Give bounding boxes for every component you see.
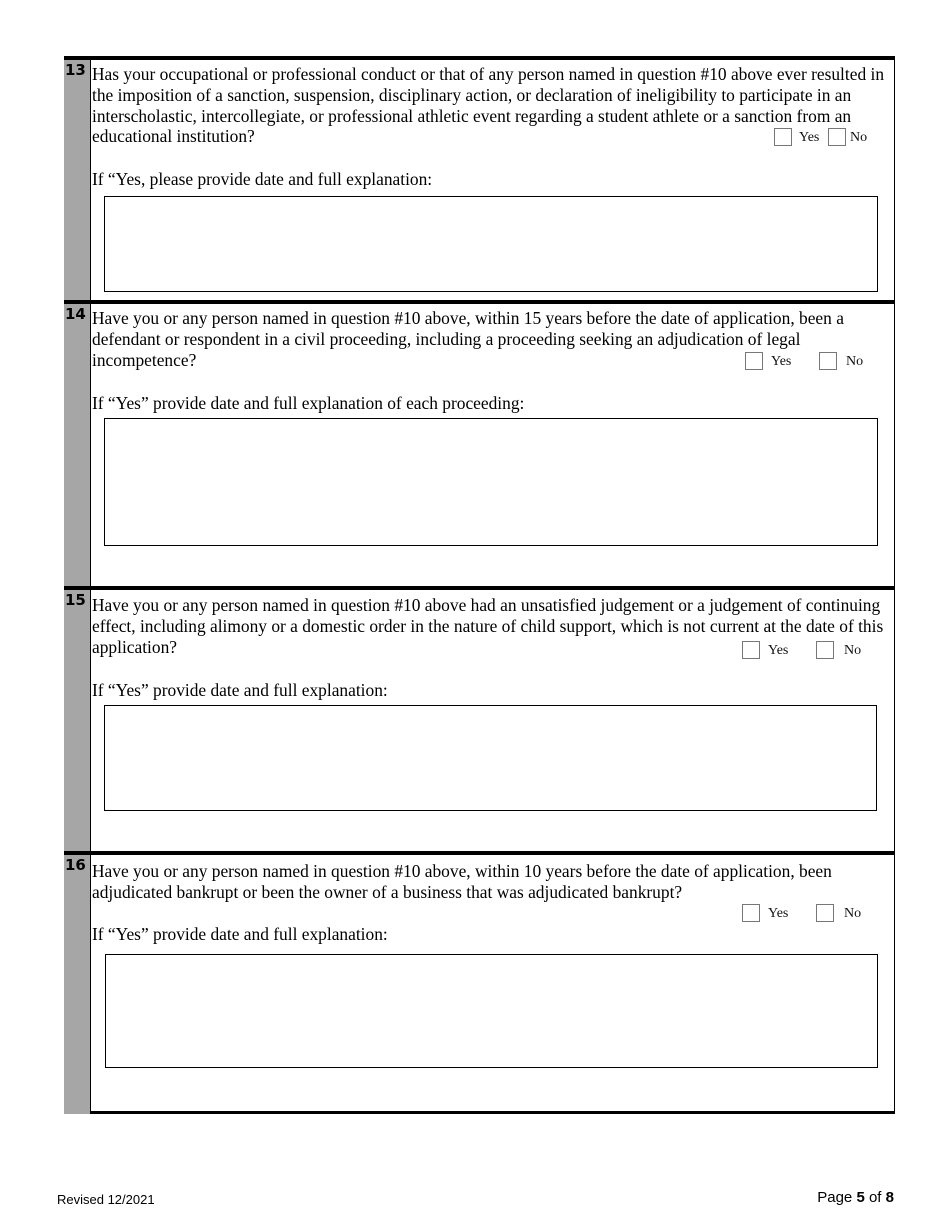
page-prefix: Page — [817, 1189, 853, 1206]
question-text: Have you or any person named in question #10 above had an unsatisfied judgement or a judgement of continuing effect, including alimony or a domestic order in the nature of child support, which is not current at the date of this application? — [92, 595, 884, 657]
question-number: 16 — [64, 855, 91, 1114]
page-of: of — [868, 1189, 882, 1206]
no-label: No — [844, 906, 862, 921]
yes-checkbox[interactable] — [745, 352, 763, 370]
follow-up-prompt: If “Yes” provide date and full explanation of each proceeding: — [92, 393, 525, 413]
follow-up-prompt: If “Yes, please provide date and full explanation: — [92, 169, 433, 189]
yes-checkbox[interactable] — [774, 128, 792, 146]
explanation-box[interactable] — [105, 954, 878, 1068]
follow-up-prompt: If “Yes” provide date and full explanation: — [92, 924, 388, 944]
no-checkbox[interactable] — [819, 352, 837, 370]
no-label: No — [850, 130, 868, 145]
revised-date: Revised 12/2021 — [57, 1192, 155, 1207]
yes-label: Yes — [768, 906, 789, 921]
yes-checkbox[interactable] — [742, 904, 760, 922]
no-checkbox[interactable] — [828, 128, 846, 146]
question-number: 14 — [64, 304, 91, 588]
explanation-box[interactable] — [104, 705, 877, 811]
no-label: No — [844, 643, 862, 658]
question-text: Has your occupational or professional conduct or that of any person named in question #10 above ever resulted in the imposition of a sanction, suspension, disciplinary action, or declaration of ineligibility to participate in an interscholastic, intercollegiate, or professional athletic event regarding a student athlete or a sanction from an educational institution? — [92, 64, 885, 147]
question-number: 15 — [64, 590, 91, 854]
follow-up-prompt: If “Yes” provide date and full explanation: — [92, 680, 388, 700]
yes-label: Yes — [771, 354, 792, 369]
no-label: No — [846, 354, 864, 369]
explanation-box[interactable] — [104, 418, 878, 546]
yes-checkbox[interactable] — [742, 641, 760, 659]
page-current: 5 — [856, 1189, 865, 1206]
no-checkbox[interactable] — [816, 641, 834, 659]
question-text: Have you or any person named in question #10 above, within 15 years before the date of application, been a defendant or respondent in a civil proceeding, including a proceeding seeking an adjudication of legal incompetence? — [92, 308, 844, 370]
page-total: 8 — [885, 1189, 894, 1206]
no-checkbox[interactable] — [816, 904, 834, 922]
page-number — [817, 1189, 894, 1206]
yes-label: Yes — [799, 130, 820, 145]
question-text: Have you or any person named in question #10 above, within 10 years before the date of application, been adjudicated bankrupt or been the owner of a business that was adjudicated bankrupt? — [92, 861, 832, 902]
yes-label: Yes — [768, 643, 789, 658]
question-number: 13 — [64, 60, 91, 302]
explanation-box[interactable] — [104, 196, 878, 292]
